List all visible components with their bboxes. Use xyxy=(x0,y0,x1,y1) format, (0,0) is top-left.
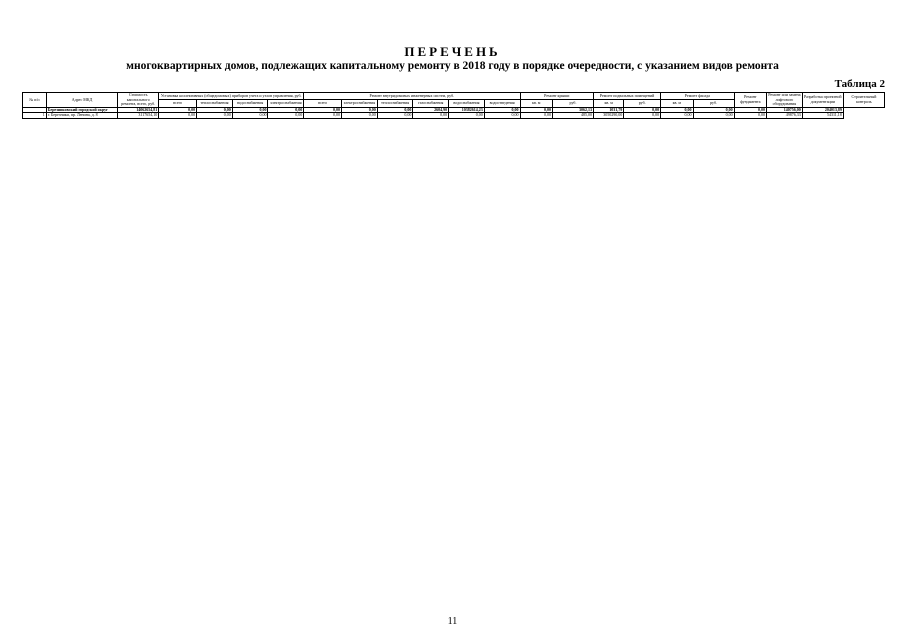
repair-table-wrapper xyxy=(22,92,885,119)
header-engineering-group: Ремонт внутридомовых инженерных систем, руб. xyxy=(304,93,520,100)
cell-value: 140756,00 xyxy=(767,107,803,113)
cell-value: 0,00 xyxy=(304,113,342,119)
header-util-all: всего xyxy=(159,100,197,107)
header-roof-group: Ремонт крыши xyxy=(520,93,594,100)
cell-total: 14062654,81 xyxy=(118,107,159,113)
header-eng-sewer: водоотведения xyxy=(484,100,520,107)
cell-value: 0,00 xyxy=(520,107,552,113)
header-address: Адрес МКД xyxy=(46,93,117,108)
cell-value: 0,00 xyxy=(342,107,378,113)
cell-value: 0,00 xyxy=(484,113,520,119)
cell-value: 0,00 xyxy=(484,107,520,113)
cell-value: 485,00 xyxy=(552,113,593,119)
header-basement-m2: кв. м xyxy=(594,100,624,107)
cell-value: 10382614,23 xyxy=(449,107,485,113)
header-total: Стоимость капитального ремонта, всего, руб. xyxy=(118,93,159,108)
cell-value: 0,00 xyxy=(232,107,268,113)
cell-value: 0,00 xyxy=(232,113,268,119)
header-basement-group: Ремонт подвальных помещений xyxy=(594,93,661,100)
repair-table xyxy=(22,92,885,119)
cell-value: 0,00 xyxy=(449,113,485,119)
cell-value: 0,00 xyxy=(624,107,661,113)
header-util-water: водоснабжения xyxy=(232,100,268,107)
header-roof-rub: руб. xyxy=(552,100,593,107)
cell-value: 0,00 xyxy=(734,113,766,119)
cell-value: 0,00 xyxy=(304,107,342,113)
table-body xyxy=(23,107,885,118)
header-facade-group: Ремонт фасада xyxy=(661,93,735,100)
cell-value: 0,00 xyxy=(693,107,734,113)
header-facade-m2: кв. м xyxy=(661,100,693,107)
cell-value: 0,00 xyxy=(197,107,233,113)
cell-value: 0,00 xyxy=(413,113,449,119)
cell-value: 0,00 xyxy=(197,113,233,119)
header-eng-heat: теплоснабжения xyxy=(377,100,413,107)
cell-value: 3050290,00 xyxy=(594,113,624,119)
cell-value: 0,00 xyxy=(377,107,413,113)
header-utilities-group: Установка коллективных (общедомовых) приборов учета и узлов управления, руб. xyxy=(159,93,304,100)
cell-value: 0,00 xyxy=(159,107,197,113)
cell-value: 0,00 xyxy=(624,113,661,119)
header-util-power: электроснабжения xyxy=(268,100,304,107)
header-facade-rub: руб. xyxy=(693,100,734,107)
cell-value: 0,00 xyxy=(693,113,734,119)
page-number: 11 xyxy=(447,616,458,627)
header-basement-rub: руб. xyxy=(624,100,661,107)
cell-value: 0,00 xyxy=(268,113,304,119)
cell-value: 204013,89 xyxy=(802,107,843,113)
cell-value: 0,00 xyxy=(661,107,693,113)
cell-value: 0,00 xyxy=(377,113,413,119)
header-eng-all: всего xyxy=(304,100,342,107)
header-eng-water: водоснабжения xyxy=(449,100,485,107)
cell-value: 3062,13 xyxy=(552,107,593,113)
header-eng-gas: газоснабжения xyxy=(413,100,449,107)
table-row xyxy=(23,113,885,119)
cell-value: 0,00 xyxy=(661,113,693,119)
cell-value: 0,00 xyxy=(159,113,197,119)
cell-value: 2604,90 xyxy=(413,107,449,113)
document-subtitle: многоквартирных домов, подлежащих капитальному ремонту в 2018 году в порядке очередности, с указанием видов ремонта xyxy=(126,60,779,72)
cell-total: 3117654,10 xyxy=(118,113,159,119)
cell-value: 0,00 xyxy=(268,107,304,113)
header-eng-power: электроснабжения xyxy=(342,100,378,107)
header-util-heat: теплоснабжения xyxy=(197,100,233,107)
cell-value: 1031,79 xyxy=(594,107,624,113)
cell-number: 1 xyxy=(23,113,47,119)
header-design: Разработка проектной документации xyxy=(802,93,843,108)
header-control: Строительный контроль xyxy=(843,93,884,108)
cell-value: 54311,18 xyxy=(802,113,843,119)
cell-value: 0,00 xyxy=(520,113,552,119)
cell-value: 0,00 xyxy=(734,107,766,113)
cell-value: 0,00 xyxy=(342,113,378,119)
cell-address: Березниковский городской округ xyxy=(46,107,117,113)
table-label: Таблица 2 xyxy=(834,78,885,90)
header-elevator-group: Ремонт или замена лифтового оборудования xyxy=(768,92,801,107)
header-roof-m2: кв. м xyxy=(520,100,552,107)
document-title: ПЕРЕЧЕНЬ xyxy=(404,44,501,59)
header-number: № п/п xyxy=(23,93,47,108)
cell-address: г. Березники, пр. Ленина, д. 8 xyxy=(46,113,117,119)
header-foundation-group: Ремонт фундамента xyxy=(734,93,766,108)
cell-value: 49876,33 xyxy=(767,113,803,119)
